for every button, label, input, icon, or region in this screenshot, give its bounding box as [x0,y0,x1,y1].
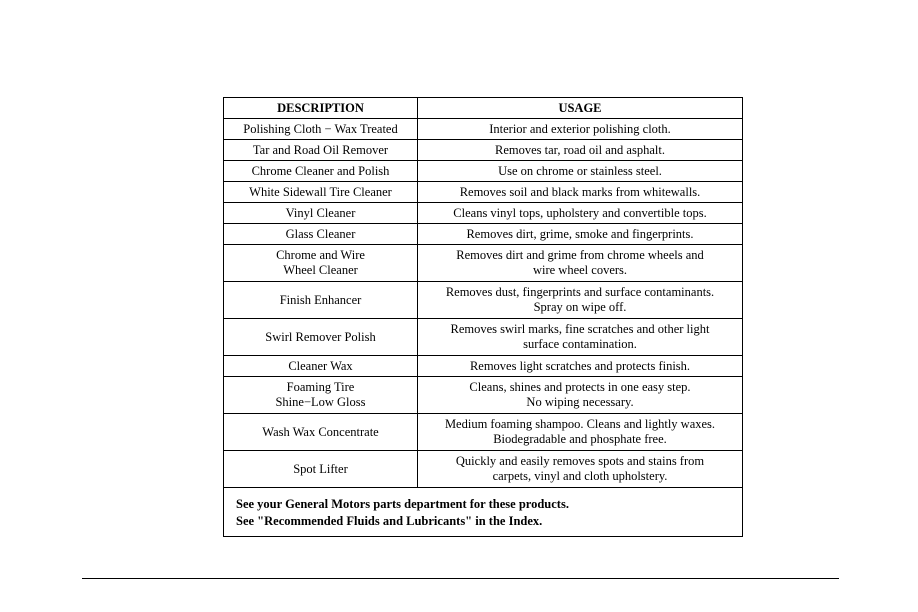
description-cell: Swirl Remover Polish [224,319,418,356]
description-cell: Tar and Road Oil Remover [224,140,418,161]
footnote-cell [224,488,743,537]
description-cell: Glass Cleaner [224,224,418,245]
usage-cell: Use on chrome or stainless steel. [418,161,743,182]
footnote-row [224,488,743,537]
table-row [224,140,743,161]
description-cell: Cleaner Wax [224,356,418,377]
usage-cell: Removes dirt and grime from chrome wheels and wire wheel covers. [418,245,743,282]
usage-cell: Cleans, shines and protects in one easy step. No wiping necessary. [418,377,743,414]
table-row [224,161,743,182]
usage-cell: Removes tar, road oil and asphalt. [418,140,743,161]
description-cell: Vinyl Cleaner [224,203,418,224]
table-row [224,119,743,140]
description-cell: Wash Wax Concentrate [224,414,418,451]
table-row [224,224,743,245]
description-cell: Foaming Tire Shine−Low Gloss [224,377,418,414]
table-row [224,282,743,319]
table-row [224,414,743,451]
usage-cell: Interior and exterior polishing cloth. [418,119,743,140]
usage-cell: Removes light scratches and protects finish. [418,356,743,377]
description-cell: Finish Enhancer [224,282,418,319]
table-row [224,245,743,282]
usage-cell: Removes swirl marks, fine scratches and other light surface contamination. [418,319,743,356]
appearance-care-products-table [223,97,743,537]
usage-column-header: USAGE [418,98,743,119]
usage-cell: Removes dirt, grime, smoke and fingerprints. [418,224,743,245]
usage-cell: Cleans vinyl tops, upholstery and convertible tops. [418,203,743,224]
description-column-header: DESCRIPTION [224,98,418,119]
table-header-row [224,98,743,119]
usage-cell: Removes dust, fingerprints and surface contaminants. Spray on wipe off. [418,282,743,319]
description-cell: White Sidewall Tire Cleaner [224,182,418,203]
description-cell: Chrome Cleaner and Polish [224,161,418,182]
table-row [224,319,743,356]
footnote-parts-department: See your General Motors parts department for these products. [236,497,569,511]
table-row [224,377,743,414]
description-cell: Chrome and Wire Wheel Cleaner [224,245,418,282]
table-row [224,182,743,203]
description-cell: Polishing Cloth − Wax Treated [224,119,418,140]
usage-cell: Removes soil and black marks from whitewalls. [418,182,743,203]
table-row [224,451,743,488]
table-row [224,356,743,377]
footnote-fluids-lubricants: See "Recommended Fluids and Lubricants" in the Index. [236,514,543,528]
usage-cell: Medium foaming shampoo. Cleans and lightly waxes. Biodegradable and phosphate free. [418,414,743,451]
description-cell: Spot Lifter [224,451,418,488]
page-bottom-rule [82,578,839,579]
usage-cell: Quickly and easily removes spots and stains from carpets, vinyl and cloth upholstery. [418,451,743,488]
table-row [224,203,743,224]
